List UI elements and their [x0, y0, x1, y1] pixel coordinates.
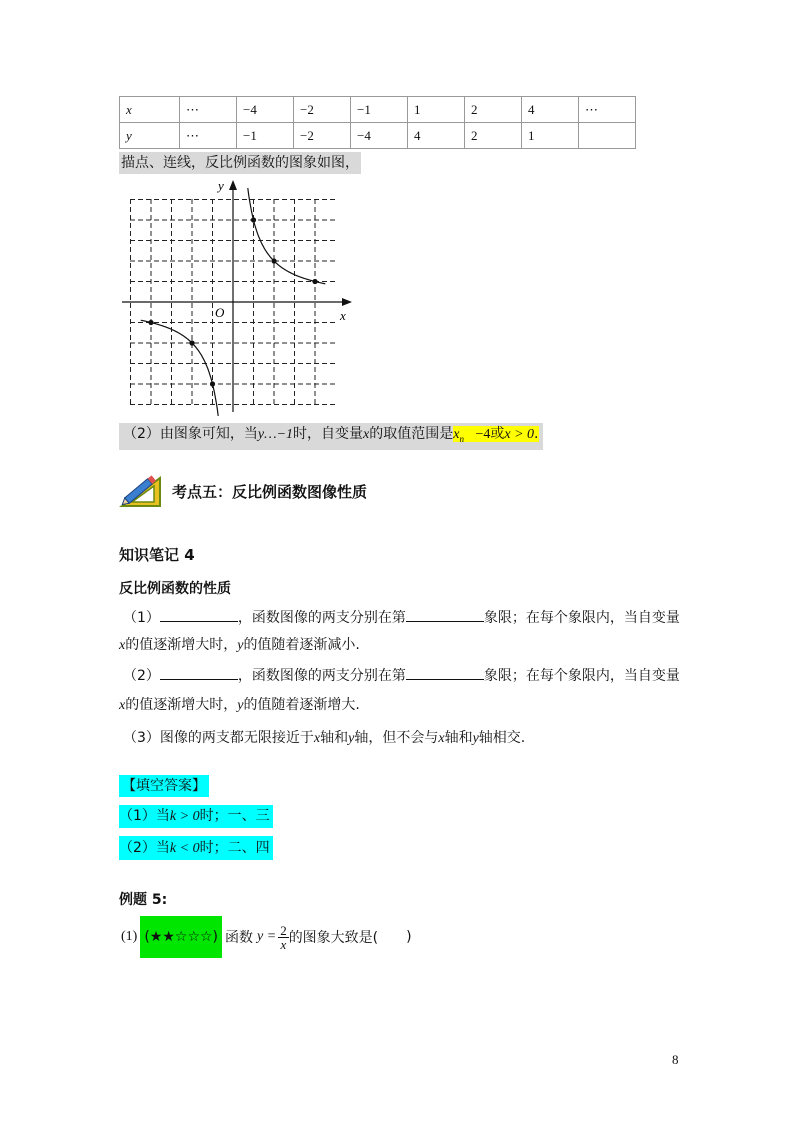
example-heading: 例题 5: — [119, 892, 168, 908]
part2-text: 的取值范围是 — [369, 426, 454, 442]
note-text: （1） — [123, 610, 160, 626]
x-axis-label: x — [340, 308, 346, 323]
fraction — [278, 924, 289, 951]
table-cell: −2 — [294, 123, 351, 149]
table-cell: −4 — [237, 97, 294, 123]
curve-branch-third-quadrant — [141, 320, 218, 416]
answer-bound: −4 — [471, 427, 491, 442]
question-text: 的图象大致是( — [288, 930, 379, 946]
table-cell: ⋯ — [180, 97, 237, 123]
part2-condition: y…−1 — [257, 427, 294, 442]
table-cell: −2 — [294, 97, 351, 123]
table-cell: 4 — [408, 123, 465, 149]
part2-variable: x — [363, 427, 370, 442]
values-table — [119, 96, 636, 149]
answer-2 — [119, 836, 273, 860]
answer-sub: n — [459, 433, 464, 444]
table-row — [120, 123, 636, 149]
table-cell: ⋯ — [579, 97, 636, 123]
section-title: 考点五：反比例函数图像性质 — [172, 483, 368, 501]
plot-point — [189, 340, 194, 345]
question-number: (1) — [121, 929, 138, 944]
table-cell: 2 — [465, 97, 522, 123]
note-var: y — [348, 731, 355, 746]
note-text: ，函数图像的两支分别在第 — [237, 668, 406, 684]
table-cell: −1 — [237, 123, 294, 149]
note-text: 轴和 — [444, 730, 473, 746]
note-text: ，函数图像的两支分别在第 — [237, 610, 406, 626]
part2-line — [119, 423, 543, 450]
x-axis-arrow — [342, 298, 352, 306]
note-text: 象限；在每个象限内，当自变量 — [483, 668, 680, 684]
blank-line — [406, 665, 484, 680]
difficulty-stars: (★★☆☆☆) — [140, 916, 222, 958]
note-var: y — [472, 731, 479, 746]
plot-point — [271, 258, 276, 263]
note-item-3 — [123, 727, 525, 750]
fraction-denominator: x — [280, 936, 287, 952]
notes-heading: 知识笔记 4 — [119, 546, 195, 564]
note-var: y — [237, 698, 244, 713]
note-var: x — [313, 731, 321, 746]
table-cell: ⋯ — [180, 123, 237, 149]
y-axis-arrow — [229, 180, 237, 190]
fraction-numerator: 2 — [280, 922, 287, 938]
page-number: 8 — [672, 1052, 679, 1067]
note-var: x — [119, 698, 126, 713]
example-question — [121, 916, 412, 958]
note-text: （2） — [123, 668, 160, 684]
answer-text: 时；一、三 — [199, 808, 270, 824]
note-item-1 — [123, 607, 680, 629]
table-cell: x — [120, 97, 180, 123]
answers-title: 【填空答案】 — [119, 775, 209, 797]
table-cell: 1 — [408, 97, 465, 123]
notes-subheading: 反比例函数的性质 — [119, 581, 231, 597]
table-cell: −1 — [351, 97, 408, 123]
table-row — [120, 97, 636, 123]
answer-range: x > 0 — [504, 427, 535, 442]
part2-answer — [453, 426, 538, 442]
origin-label: O — [215, 305, 225, 320]
table-cell: y — [120, 123, 180, 149]
note-text: 象限；在每个象限内，当自变量 — [483, 610, 680, 626]
note-text: （3）图像的两支都无限接近于 — [123, 730, 314, 746]
answer-text: （2）当 — [119, 840, 170, 856]
table-cell: 4 — [522, 97, 579, 123]
plot-point — [251, 217, 256, 222]
note-item-1-cont — [119, 634, 360, 657]
note-var: y — [237, 638, 244, 653]
y-axis-label: y — [218, 178, 224, 193]
note-text: 的值随着逐渐减小. — [243, 637, 360, 653]
note-var: x — [438, 731, 445, 746]
function-lhs: y = — [257, 929, 277, 944]
answer-var: x — [453, 427, 460, 442]
answer-text: （1）当 — [119, 808, 170, 824]
answer-math: k > 0 — [169, 809, 200, 824]
note-text: 的值逐渐增大时， — [125, 697, 238, 713]
answer-or: 或 — [490, 426, 505, 442]
plot-point — [210, 381, 215, 386]
part2-lead: （2）由图象可知，当 — [123, 426, 258, 442]
blank-line — [160, 665, 238, 680]
note-text: 轴相交. — [478, 730, 526, 746]
answer-1 — [119, 805, 273, 828]
note-var: x — [119, 638, 126, 653]
blank-line — [160, 607, 238, 622]
note-item-2 — [123, 665, 680, 687]
note-text: 轴和 — [320, 730, 349, 746]
plot-point — [148, 320, 153, 325]
answer-math: k < 0 — [169, 841, 200, 856]
reciprocal-function-graph — [118, 176, 358, 416]
question-close-paren: ) — [406, 929, 412, 945]
table-cell: −4 — [351, 123, 408, 149]
table-cell: 1 — [522, 123, 579, 149]
plot-point — [312, 279, 317, 284]
part2-text: 时，自变量 — [293, 426, 364, 442]
axes — [122, 184, 348, 412]
pencil-ruler-icon — [118, 470, 164, 510]
blank-line — [406, 607, 484, 622]
table-cell — [579, 123, 636, 149]
curve-branch-first-quadrant — [248, 188, 325, 284]
note-text: 轴，但不会与 — [354, 730, 439, 746]
note-text: 的值逐渐增大时， — [125, 637, 238, 653]
note-item-2-cont — [119, 694, 360, 717]
table-cell: 2 — [465, 123, 522, 149]
note-text: 的值随着逐渐增大. — [243, 697, 360, 713]
plot-caption: 描点、连线，反比例函数的图象如图， — [119, 152, 361, 174]
question-text: 函数 — [225, 930, 254, 946]
answer-end: . — [534, 426, 539, 442]
answer-text: 时；二、四 — [199, 840, 270, 856]
